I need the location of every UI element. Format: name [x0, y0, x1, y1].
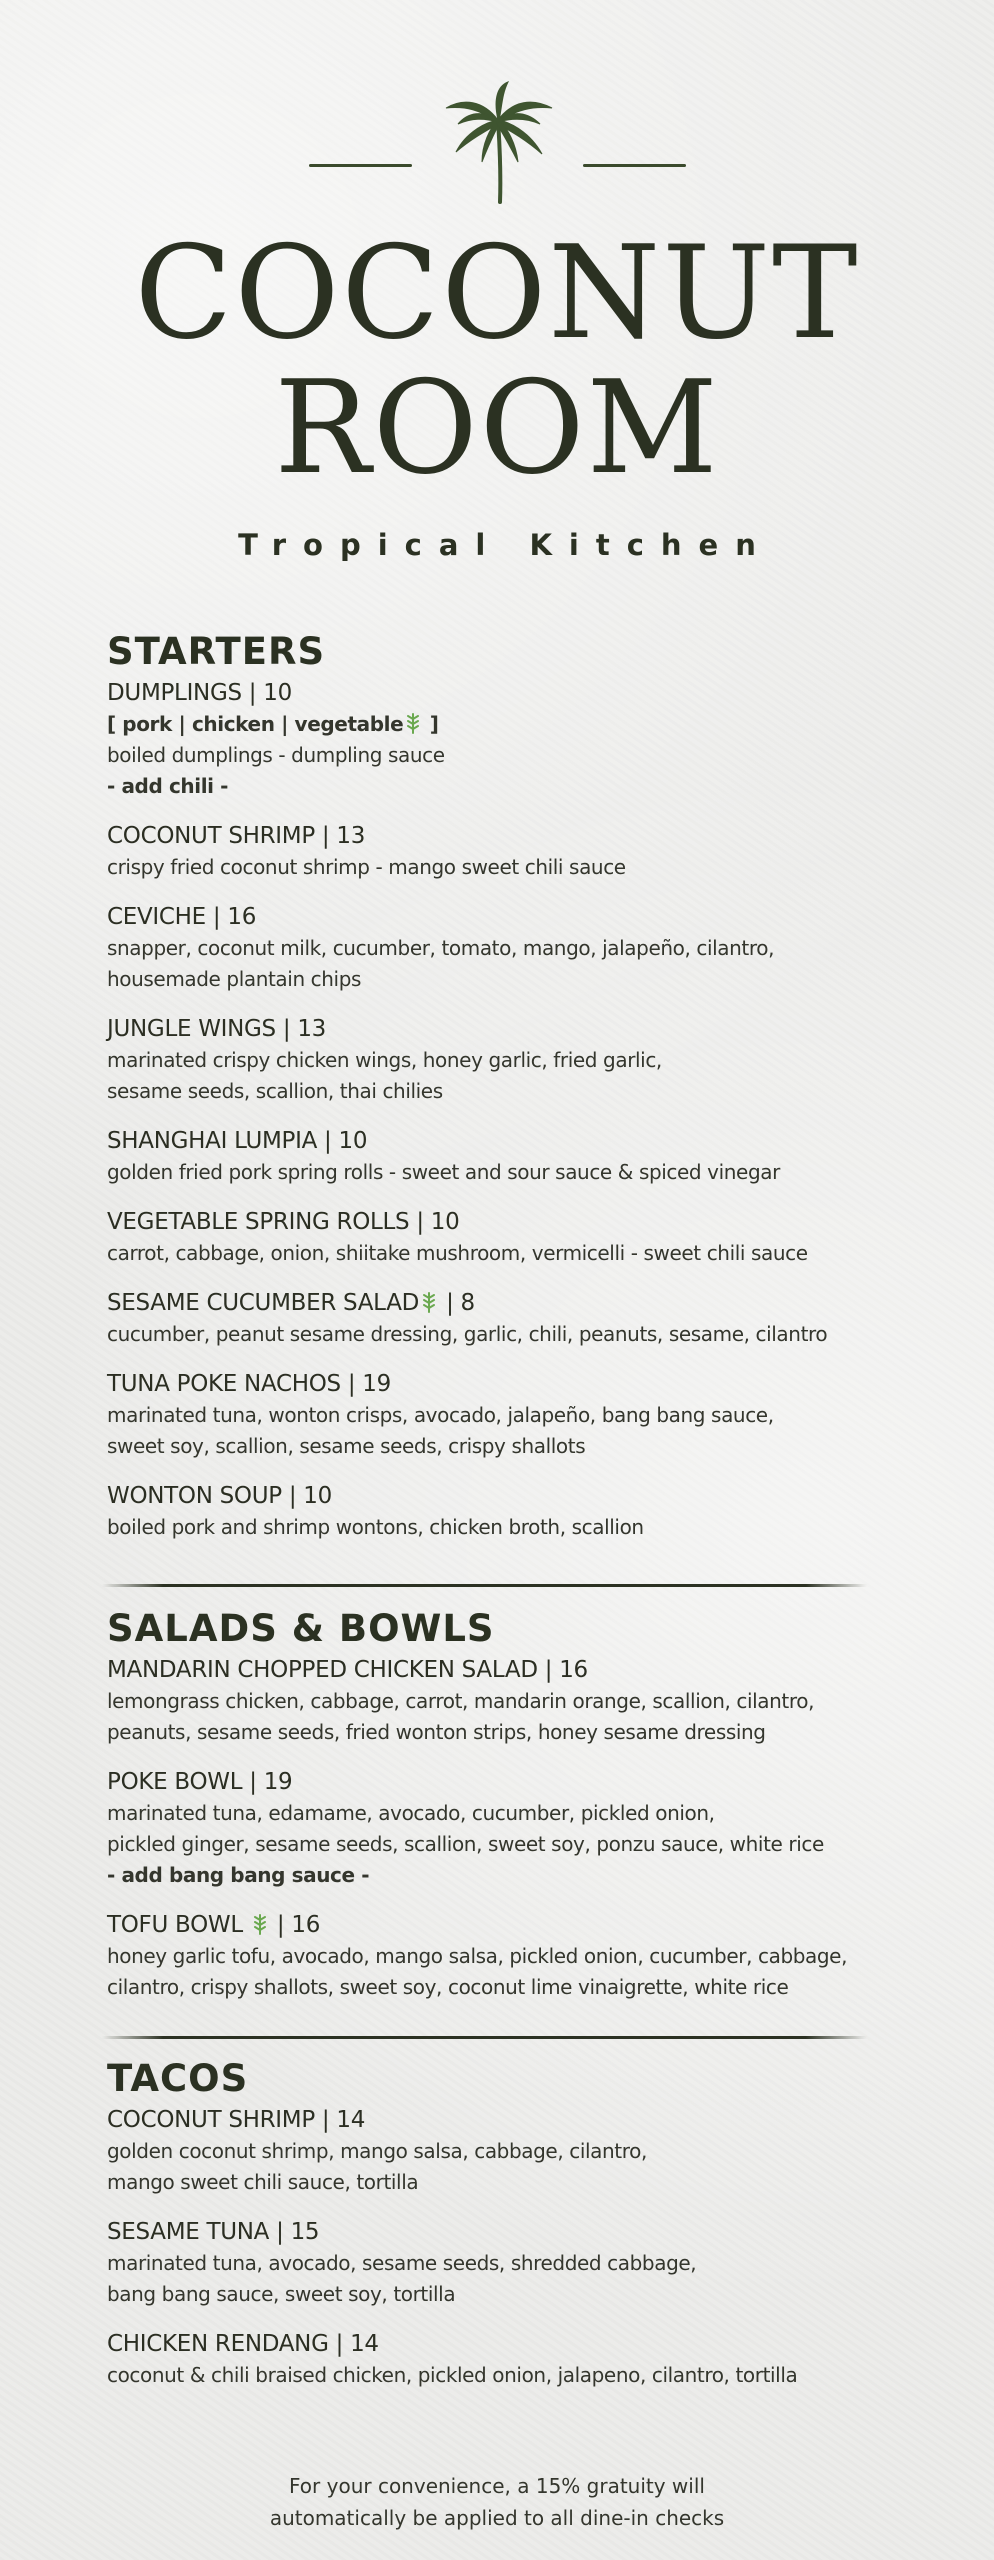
item-name: JUNGLE WINGS | 13 [107, 1015, 326, 1042]
menu-item-coconut-shrimp [107, 820, 907, 883]
menu-item-tuna-poke-nachos [107, 1368, 907, 1462]
item-addon: - add bang bang sauce - [107, 1862, 370, 1887]
item-description: golden fried pork spring rolls - sweet and sour sauce & spiced vinegar [107, 1159, 780, 1184]
vegetarian-icon [252, 1913, 268, 1935]
menu-item-poke-bowl [107, 1766, 907, 1891]
item-options [107, 709, 907, 740]
item-description: marinated tuna, avocado, sesame seeds, shredded cabbage, [107, 2250, 697, 2275]
item-name [107, 1287, 907, 1319]
options-text: [ pork | chicken | vegetable [107, 711, 404, 736]
menu-item-taco-chicken-rendang [107, 2328, 907, 2391]
item-description: marinated tuna, edamame, avocado, cucumber, pickled onion, [107, 1800, 715, 1825]
item-description: golden coconut shrimp, mango salsa, cabbage, cilantro, [107, 2138, 647, 2163]
item-name: CEVICHE | 16 [107, 903, 257, 930]
tacos-section [107, 2059, 907, 2409]
gratuity-note-line2: automatically be applied to all dine-in checks [269, 2506, 725, 2530]
item-name: POKE BOWL | 19 [107, 1768, 293, 1795]
item-name: MANDARIN CHOPPED CHICKEN SALAD | 16 [107, 1656, 588, 1683]
menu-item-taco-sesame-tuna [107, 2216, 907, 2310]
gratuity-note-line1: For your convenience, a 15% gratuity will [289, 2474, 705, 2498]
header-ornament [0, 80, 994, 210]
item-name-text: SESAME CUCUMBER SALAD [107, 1289, 420, 1316]
menu-item-ceviche [107, 901, 907, 995]
item-name: SESAME TUNA | 15 [107, 2218, 320, 2245]
ornament-line-right [583, 164, 686, 167]
item-name-text: TOFU BOWL [107, 1911, 243, 1938]
item-description: pickled ginger, sesame seeds, scallion, sweet soy, ponzu sauce, white rice [107, 1831, 824, 1856]
item-price: | 16 [269, 1911, 321, 1938]
item-name: SHANGHAI LUMPIA | 10 [107, 1127, 368, 1154]
menu-item-dumplings [107, 677, 907, 802]
section-title-tacos: TACOS [107, 2057, 249, 2100]
item-description: cucumber, peanut sesame dressing, garlic, chili, peanuts, sesame, cilantro [107, 1321, 828, 1346]
section-divider [102, 2036, 867, 2039]
item-name: CHICKEN RENDANG | 14 [107, 2330, 379, 2357]
section-title-salads: SALADS & BOWLS [107, 1607, 495, 1650]
item-description: housemade plantain chips [107, 966, 362, 991]
item-name: DUMPLINGS | 10 [107, 679, 292, 706]
item-description: sweet soy, scallion, sesame seeds, crispy shallots [107, 1433, 586, 1458]
menu-item-taco-coconut-shrimp [107, 2104, 907, 2198]
item-description: sesame seeds, scallion, thai chilies [107, 1078, 443, 1103]
item-addon: - add chili - [107, 773, 229, 798]
options-text-end: ] [423, 711, 439, 736]
item-description: carrot, cabbage, onion, shiitake mushroom, vermicelli - sweet chili sauce [107, 1240, 808, 1265]
item-description: marinated crispy chicken wings, honey garlic, fried garlic, [107, 1047, 662, 1072]
menu-item-shanghai-lumpia [107, 1125, 907, 1188]
item-description: marinated tuna, wonton crisps, avocado, jalapeño, bang bang sauce, [107, 1402, 774, 1427]
ornament-line-left [309, 164, 412, 167]
section-divider [102, 1584, 867, 1587]
menu-item-tofu-bowl [107, 1909, 907, 2003]
restaurant-title-line2: ROOM [274, 354, 720, 503]
menu-item-wonton-soup [107, 1480, 907, 1543]
palm-tree-icon [438, 80, 558, 205]
item-description: lemongrass chicken, cabbage, carrot, mandarin orange, scallion, cilantro, [107, 1688, 815, 1713]
item-description: coconut & chili braised chicken, pickled onion, jalapeno, cilantro, tortilla [107, 2362, 798, 2387]
starters-section [107, 632, 907, 1561]
menu-item-jungle-wings [107, 1013, 907, 1107]
item-description: honey garlic tofu, avocado, mango salsa, pickled onion, cucumber, cabbage, [107, 1943, 848, 1968]
item-name: COCONUT SHRIMP | 14 [107, 2106, 366, 2133]
vegetarian-icon [421, 1291, 437, 1313]
item-description: cilantro, crispy shallots, sweet soy, coconut lime vinaigrette, white rice [107, 1974, 789, 1999]
vegetarian-icon [405, 712, 421, 734]
item-name [107, 1909, 907, 1941]
item-name: COCONUT SHRIMP | 13 [107, 822, 366, 849]
item-description: snapper, coconut milk, cucumber, tomato, mango, jalapeño, cilantro, [107, 935, 775, 960]
item-description: crispy fried coconut shrimp - mango sweet chili sauce [107, 854, 626, 879]
item-description: boiled dumplings - dumpling sauce [107, 742, 445, 767]
item-description: boiled pork and shrimp wontons, chicken broth, scallion [107, 1514, 644, 1539]
gratuity-note [0, 2470, 994, 2534]
section-title-starters: STARTERS [107, 630, 326, 673]
restaurant-title-line1: COCONUT [134, 219, 860, 368]
item-price: | 8 [439, 1289, 475, 1316]
menu-item-sesame-cucumber-salad [107, 1287, 907, 1350]
item-description: peanuts, sesame seeds, fried wonton strips, honey sesame dressing [107, 1719, 766, 1744]
item-description: mango sweet chili sauce, tortilla [107, 2169, 419, 2194]
item-name: WONTON SOUP | 10 [107, 1482, 332, 1509]
item-name: TUNA POKE NACHOS | 19 [107, 1370, 391, 1397]
item-name: VEGETABLE SPRING ROLLS | 10 [107, 1208, 460, 1235]
item-description: bang bang sauce, sweet soy, tortilla [107, 2281, 456, 2306]
menu-item-vegetable-spring-rolls [107, 1206, 907, 1269]
restaurant-subtitle: Tropical Kitchen [238, 528, 773, 562]
salads-section [107, 1609, 907, 2021]
menu-item-mandarin-chicken-salad [107, 1654, 907, 1748]
